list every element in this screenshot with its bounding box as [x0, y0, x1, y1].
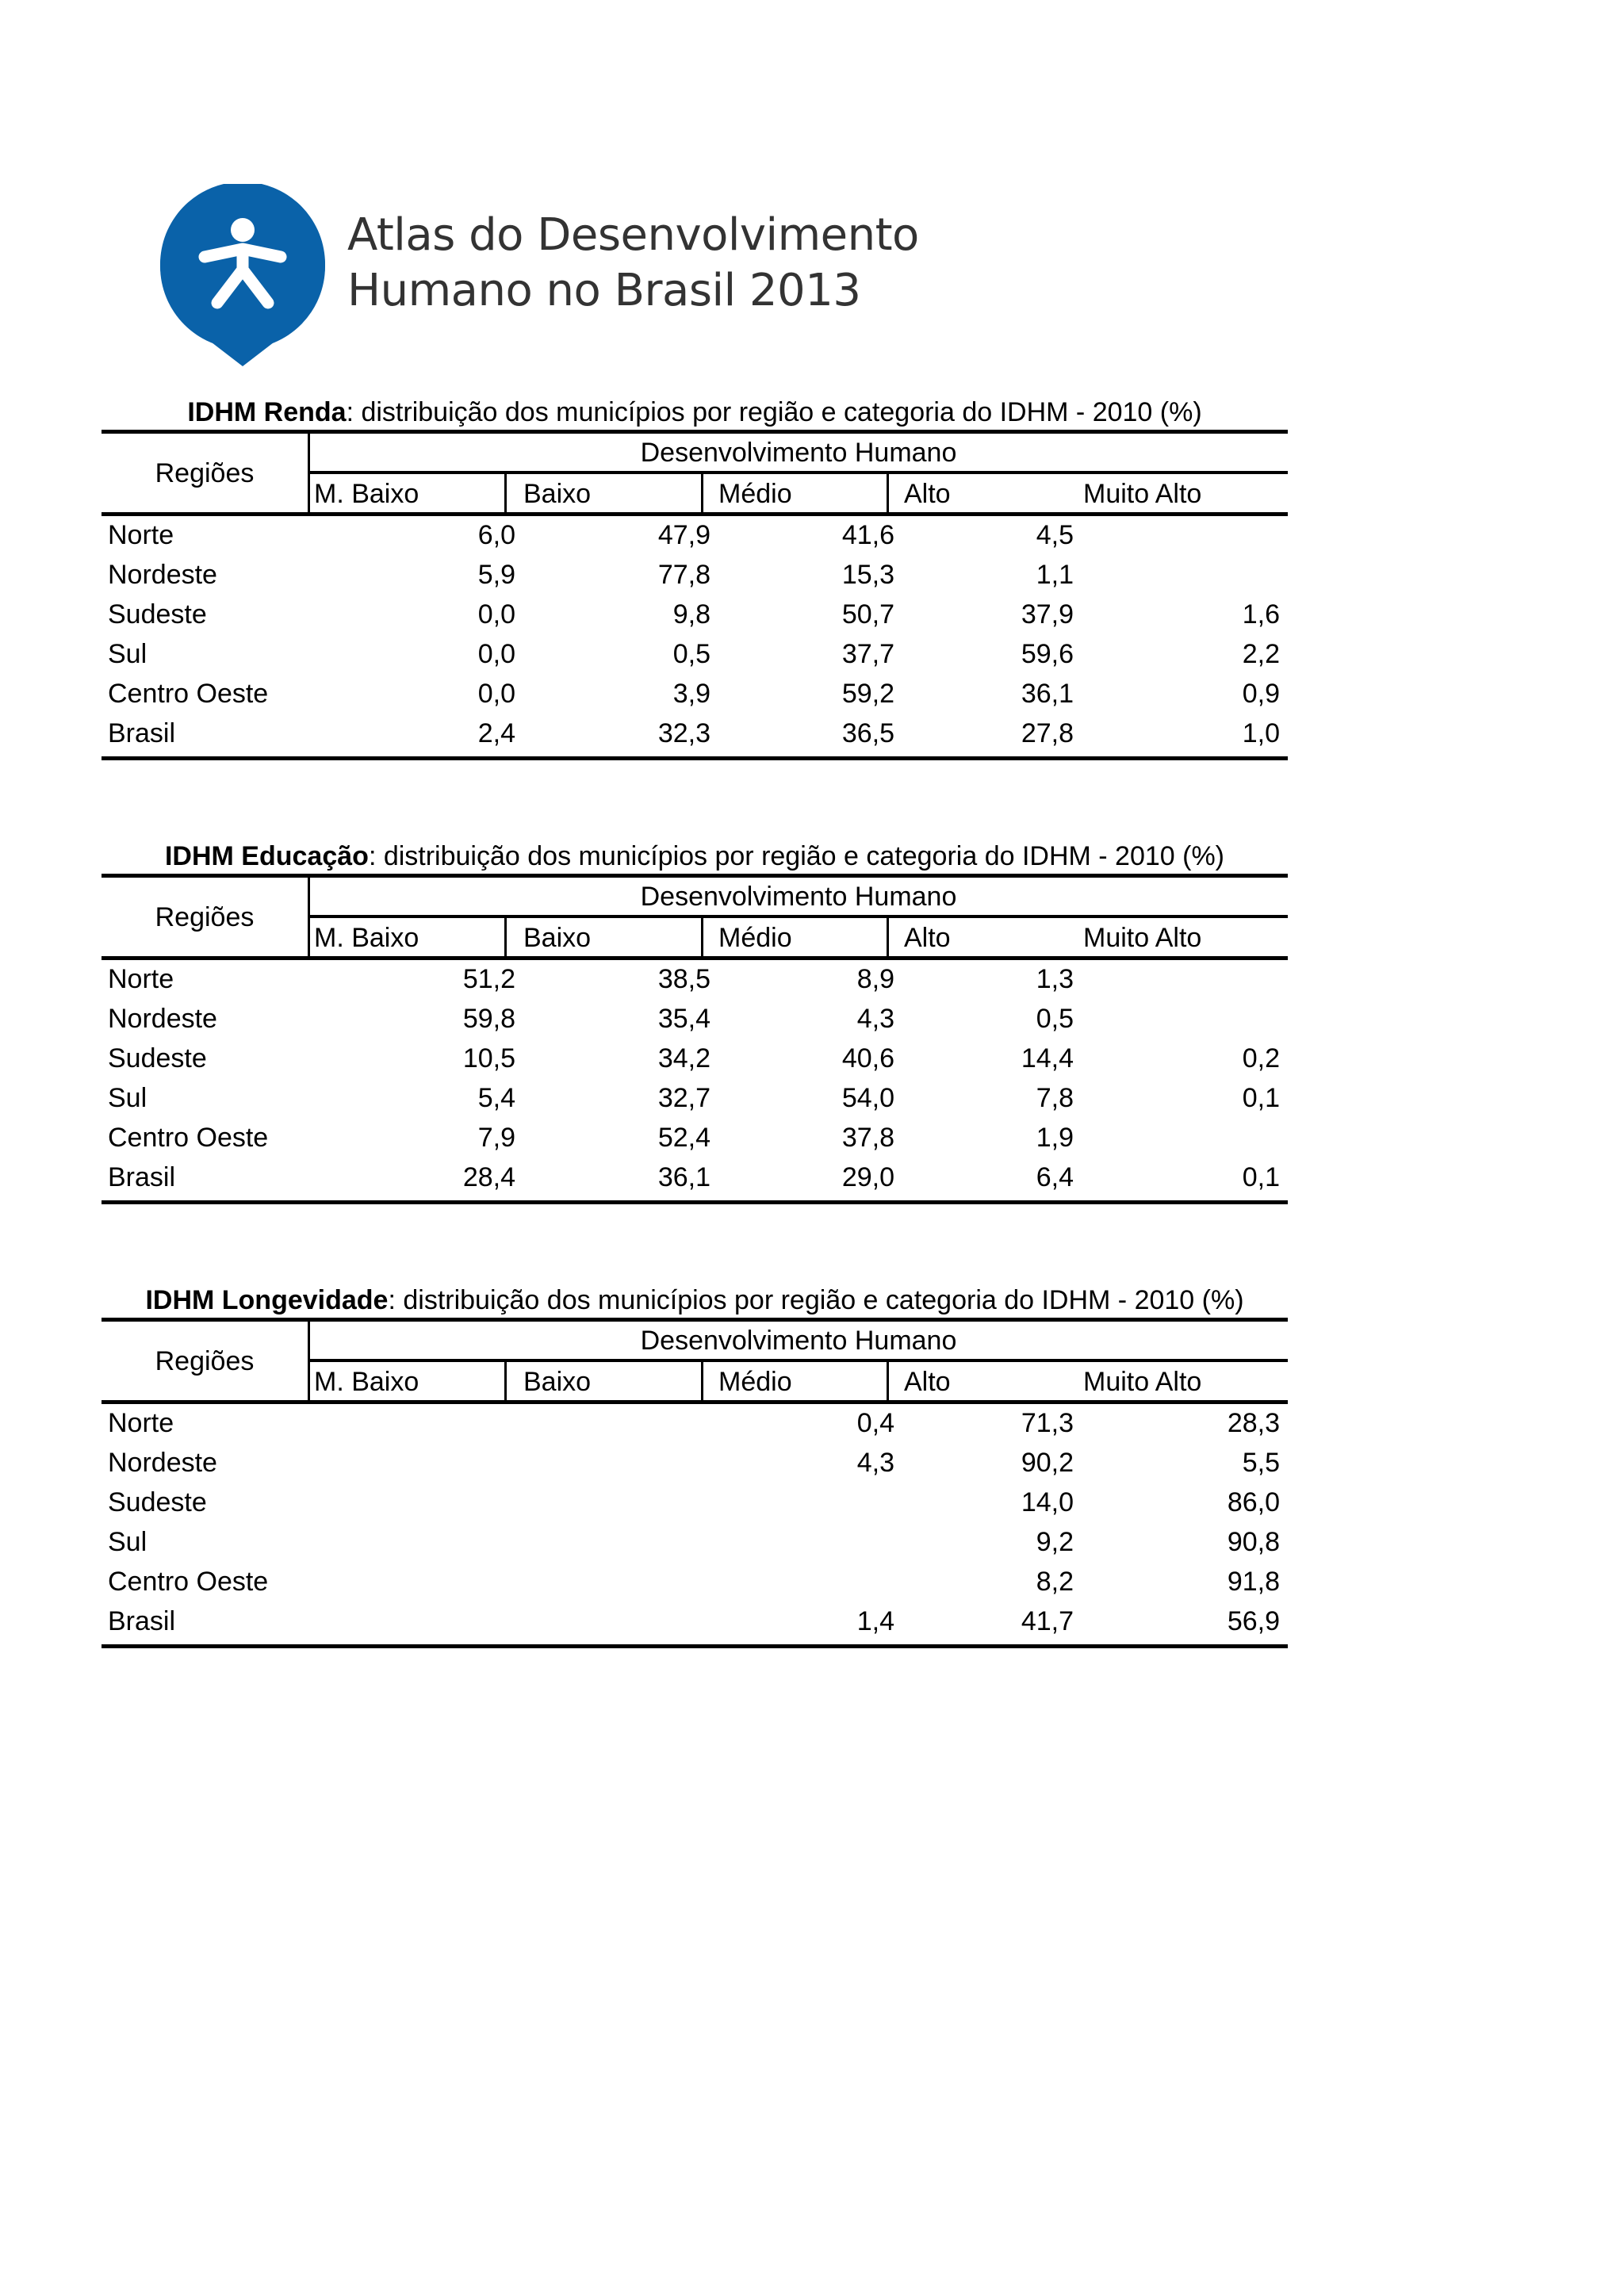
value-cell: 90,8 [1227, 1527, 1280, 1557]
column-header: Baixo [523, 1367, 592, 1397]
value-cell: 0,0 [477, 679, 515, 709]
value-cell: 14,0 [1021, 1487, 1074, 1517]
value-cell: 37,9 [1021, 599, 1074, 629]
value-cell: 56,9 [1227, 1606, 1280, 1636]
column-divider [504, 916, 507, 958]
value-cell: 36,5 [841, 718, 894, 748]
value-cell: 38,5 [657, 964, 710, 994]
desenvolvimento-humano-header: Desenvolvimento Humano [640, 882, 957, 912]
value-cell: 36,1 [657, 1162, 710, 1192]
table-title-rest: : distribuição dos municípios por região e categoria do IDHM - 2010 (%) [368, 841, 1225, 871]
column-header: Alto [904, 1367, 951, 1397]
value-cell: 47,9 [657, 520, 710, 550]
region-label: Sul [108, 1527, 147, 1557]
value-cell: 8,9 [856, 964, 894, 994]
value-cell: 2,2 [1242, 639, 1280, 669]
value-cell: 28,4 [462, 1162, 515, 1192]
column-header: Alto [904, 479, 951, 509]
column-header: Baixo [523, 923, 592, 953]
value-cell: 8,2 [1036, 1567, 1074, 1597]
value-cell: 51,2 [462, 964, 515, 994]
value-cell: 5,5 [1242, 1448, 1280, 1478]
region-label: Norte [108, 964, 174, 994]
table-title [102, 395, 1288, 430]
bottom-rule [102, 1644, 1288, 1648]
value-cell: 0,0 [477, 639, 515, 669]
region-label: Brasil [108, 1606, 176, 1636]
value-cell: 9,8 [672, 599, 710, 629]
region-label: Norte [108, 520, 174, 550]
value-cell: 5,9 [477, 560, 515, 590]
value-cell: 1,3 [1036, 964, 1074, 994]
table-title-bold: IDHM Longevidade [145, 1285, 389, 1315]
value-cell: 52,4 [657, 1123, 710, 1153]
value-cell: 0,9 [1242, 679, 1280, 709]
desenvolvimento-humano-header: Desenvolvimento Humano [640, 438, 957, 468]
column-divider [701, 916, 703, 958]
value-cell: 0,5 [1036, 1004, 1074, 1034]
column-header: Muito Alto [1083, 479, 1202, 509]
column-header: M. Baixo [314, 923, 419, 953]
value-cell: 54,0 [841, 1083, 894, 1113]
region-label: Centro Oeste [108, 1567, 269, 1597]
value-cell: 4,5 [1036, 520, 1074, 550]
table-title [102, 1283, 1288, 1318]
value-cell: 36,1 [1021, 679, 1074, 709]
region-label: Norte [108, 1408, 174, 1438]
value-cell: 15,3 [841, 560, 894, 590]
value-cell: 2,4 [477, 718, 515, 748]
value-cell: 41,7 [1021, 1606, 1074, 1636]
value-cell: 32,7 [657, 1083, 710, 1113]
column-header: M. Baixo [314, 1367, 419, 1397]
value-cell: 37,7 [841, 639, 894, 669]
region-label: Centro Oeste [108, 679, 269, 709]
value-cell: 91,8 [1227, 1567, 1280, 1597]
value-cell: 59,8 [462, 1004, 515, 1034]
value-cell: 50,7 [841, 599, 894, 629]
region-label: Sudeste [108, 1487, 207, 1517]
value-cell: 14,4 [1021, 1043, 1074, 1073]
table-title-bold: IDHM Educação [164, 841, 369, 871]
value-cell: 10,5 [462, 1043, 515, 1073]
column-divider [701, 473, 703, 514]
value-cell: 28,3 [1227, 1408, 1280, 1438]
value-cell: 40,6 [841, 1043, 894, 1073]
column-divider [504, 473, 507, 514]
value-cell: 4,3 [856, 1448, 894, 1478]
column-header: Alto [904, 923, 951, 953]
value-cell: 86,0 [1227, 1487, 1280, 1517]
value-cell: 77,8 [657, 560, 710, 590]
desenvolvimento-humano-header: Desenvolvimento Humano [640, 1326, 957, 1356]
value-cell: 5,4 [477, 1083, 515, 1113]
column-header: Muito Alto [1083, 1367, 1202, 1397]
value-cell: 9,2 [1036, 1527, 1074, 1557]
bottom-rule [102, 756, 1288, 760]
person-pin-icon [159, 184, 327, 366]
value-cell: 27,8 [1021, 718, 1074, 748]
value-cell: 59,2 [841, 679, 894, 709]
value-cell: 3,9 [672, 679, 710, 709]
logo-line-1: Atlas do Desenvolvimento [347, 209, 919, 261]
regioes-header: Regiões [155, 1346, 255, 1376]
value-cell: 41,6 [841, 520, 894, 550]
value-cell: 35,4 [657, 1004, 710, 1034]
value-cell: 7,9 [477, 1123, 515, 1153]
value-cell: 4,3 [856, 1004, 894, 1034]
column-divider [887, 916, 889, 958]
value-cell: 0,1 [1242, 1083, 1280, 1113]
column-header: M. Baixo [314, 479, 419, 509]
column-divider [504, 1360, 507, 1402]
value-cell: 1,0 [1242, 718, 1280, 748]
region-label: Sul [108, 1083, 147, 1113]
region-label: Sudeste [108, 1043, 207, 1073]
value-cell: 1,4 [856, 1606, 894, 1636]
value-cell: 34,2 [657, 1043, 710, 1073]
region-label: Nordeste [108, 560, 217, 590]
region-label: Brasil [108, 1162, 176, 1192]
value-cell: 32,3 [657, 718, 710, 748]
value-cell: 7,8 [1036, 1083, 1074, 1113]
value-cell: 0,2 [1242, 1043, 1280, 1073]
logo-title [347, 208, 919, 319]
column-header: Médio [718, 923, 792, 953]
value-cell: 1,1 [1036, 560, 1074, 590]
value-cell: 0,1 [1242, 1162, 1280, 1192]
value-cell: 29,0 [841, 1162, 894, 1192]
region-label: Centro Oeste [108, 1123, 269, 1153]
region-label: Sul [108, 639, 147, 669]
column-divider [887, 473, 889, 514]
table-title-rest: : distribuição dos municípios por região e categoria do IDHM - 2010 (%) [346, 397, 1202, 427]
value-cell: 37,8 [841, 1123, 894, 1153]
column-header: Médio [718, 479, 792, 509]
value-cell: 1,9 [1036, 1123, 1074, 1153]
column-divider [887, 1360, 889, 1402]
table-title-bold: IDHM Renda [187, 397, 347, 427]
value-cell: 6,0 [477, 520, 515, 550]
region-label: Nordeste [108, 1448, 217, 1478]
regioes-header: Regiões [155, 902, 255, 932]
value-cell: 0,5 [672, 639, 710, 669]
column-header: Baixo [523, 479, 592, 509]
value-cell: 0,0 [477, 599, 515, 629]
logo-line-2: Humano no Brasil 2013 [347, 265, 861, 316]
column-header: Médio [718, 1367, 792, 1397]
region-label: Sudeste [108, 599, 207, 629]
value-cell: 90,2 [1021, 1448, 1074, 1478]
table-title-rest: : distribuição dos municípios por região e categoria do IDHM - 2010 (%) [388, 1285, 1244, 1315]
value-cell: 6,4 [1036, 1162, 1074, 1192]
regioes-header: Regiões [155, 458, 255, 488]
value-cell: 71,3 [1021, 1408, 1074, 1438]
value-cell: 1,6 [1242, 599, 1280, 629]
value-cell: 59,6 [1021, 639, 1074, 669]
value-cell: 0,4 [856, 1408, 894, 1438]
column-divider [701, 1360, 703, 1402]
column-header: Muito Alto [1083, 923, 1202, 953]
table-title [102, 839, 1288, 874]
region-label: Brasil [108, 718, 176, 748]
bottom-rule [102, 1200, 1288, 1204]
atlas-logo [159, 184, 952, 374]
region-label: Nordeste [108, 1004, 217, 1034]
